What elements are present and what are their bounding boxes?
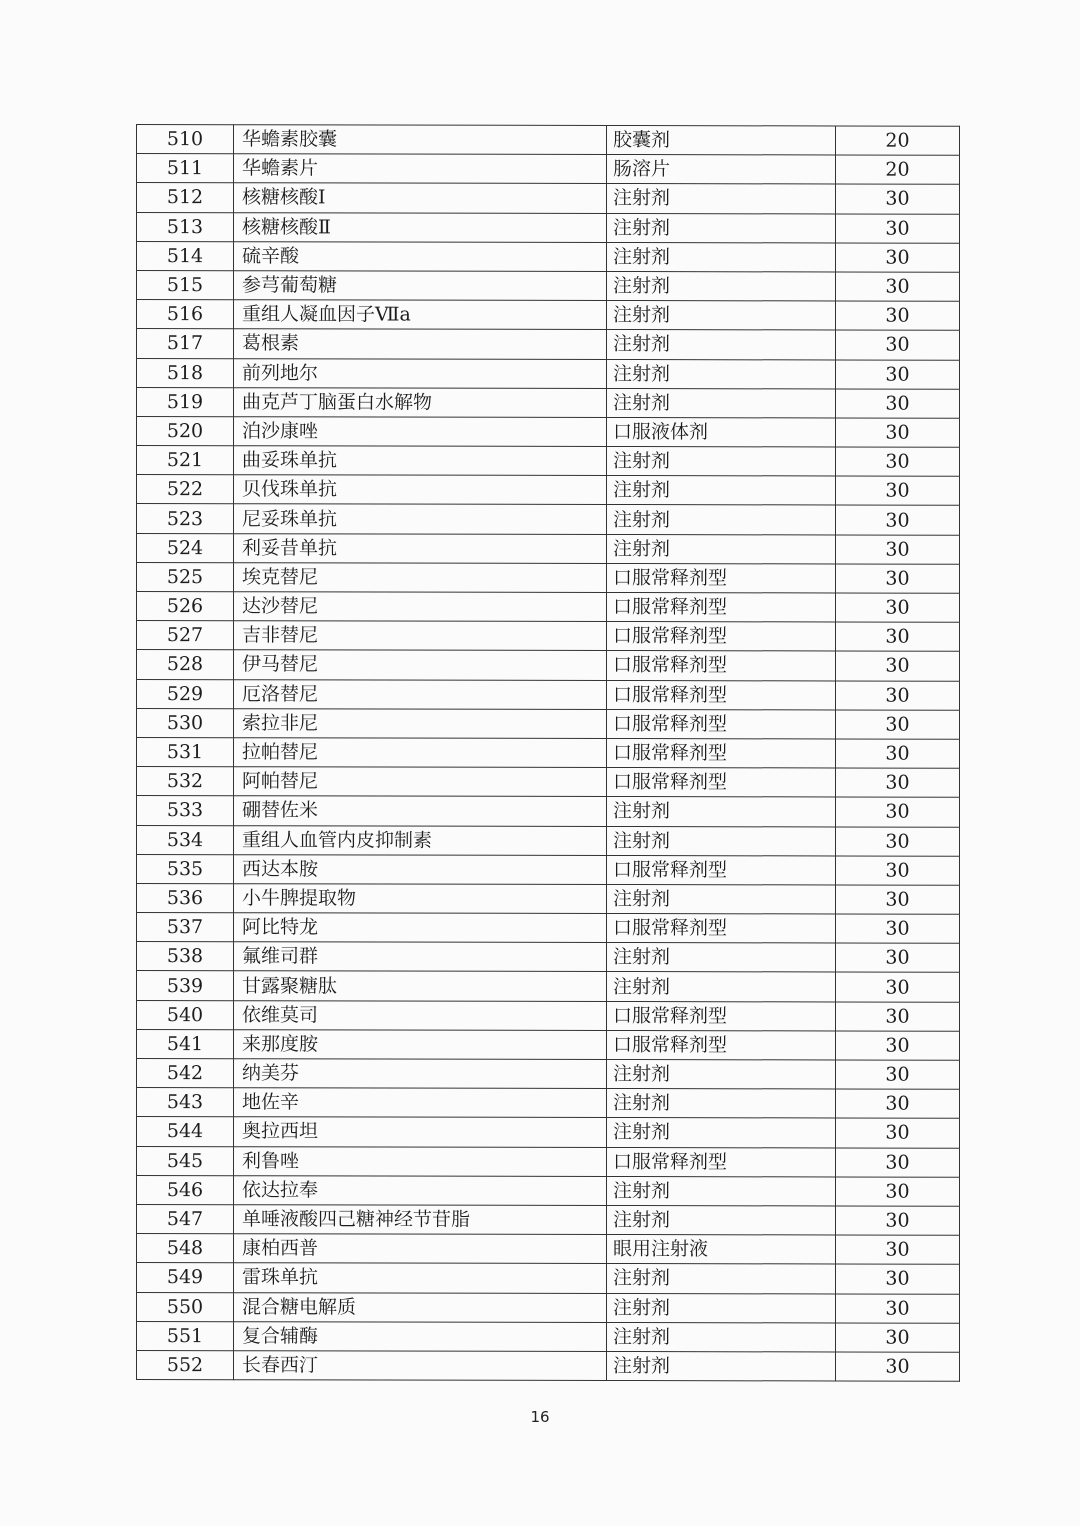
days-cell: 30 (836, 681, 960, 710)
drug-name-cell: 重组人凝血因子Ⅶa (234, 300, 607, 330)
table-row (137, 416, 960, 447)
row-number-cell: 521 (137, 446, 234, 475)
table-row (137, 533, 960, 564)
drug-name-cell: 依达拉奉 (234, 1175, 607, 1205)
days-cell: 30 (836, 1264, 960, 1293)
days-cell: 30 (836, 476, 960, 505)
row-number-cell: 546 (137, 1175, 234, 1204)
dosage-form-cell: 注射剂 (607, 1264, 836, 1294)
days-cell: 30 (836, 972, 960, 1001)
table-row (137, 1146, 960, 1177)
drug-name-cell: 利鲁唑 (234, 1146, 607, 1176)
row-number-cell: 532 (137, 767, 234, 796)
dosage-form-cell: 口服常释剂型 (607, 1030, 836, 1060)
table-row (137, 241, 960, 272)
row-number-cell: 525 (137, 562, 234, 591)
drug-name-cell: 吉非替尼 (234, 621, 607, 651)
row-number-cell: 549 (137, 1263, 234, 1292)
dosage-form-cell: 注射剂 (607, 213, 836, 243)
row-number-cell: 544 (137, 1117, 234, 1146)
table-row (137, 913, 960, 944)
dosage-form-cell: 注射剂 (607, 388, 836, 418)
row-number-cell: 547 (137, 1204, 234, 1233)
table-row (137, 300, 960, 331)
row-number-cell: 514 (137, 241, 234, 270)
drug-name-cell: 康柏西普 (234, 1234, 607, 1264)
days-cell: 30 (836, 359, 960, 388)
drug-name-cell: 华蟾素片 (234, 154, 607, 184)
drug-table (136, 124, 960, 1382)
table-row (137, 270, 960, 301)
days-cell: 30 (836, 914, 960, 943)
days-cell: 30 (836, 885, 960, 914)
drug-name-cell: 核糖核酸Ⅰ (234, 183, 607, 213)
dosage-form-cell: 口服常释剂型 (607, 738, 836, 768)
table-row (137, 883, 960, 914)
drug-name-cell: 前列地尔 (234, 358, 607, 388)
table-row (137, 154, 960, 185)
drug-name-cell: 索拉非尼 (234, 708, 607, 738)
dosage-form-cell: 注射剂 (607, 330, 836, 360)
drug-name-cell: 华蟾素胶囊 (234, 125, 607, 155)
row-number-cell: 516 (137, 300, 234, 329)
days-cell: 30 (836, 710, 960, 739)
dosage-form-cell: 口服常释剂型 (607, 680, 836, 710)
days-cell: 30 (836, 447, 960, 476)
dosage-form-cell: 注射剂 (607, 826, 836, 856)
dosage-form-cell: 注射剂 (607, 184, 836, 214)
table-row (137, 796, 960, 827)
table-row (137, 358, 960, 389)
table-row (137, 1263, 960, 1294)
page-number: 16 (530, 1408, 550, 1426)
table-row (137, 387, 960, 418)
dosage-form-cell: 注射剂 (607, 1205, 836, 1235)
table-row (137, 592, 960, 623)
table-row (137, 737, 960, 768)
row-number-cell: 535 (137, 854, 234, 883)
days-cell: 30 (836, 301, 960, 330)
table-row (137, 212, 960, 243)
days-cell: 30 (836, 943, 960, 972)
row-number-cell: 537 (137, 913, 234, 942)
dosage-form-cell: 口服液体剂 (607, 417, 836, 447)
table-row (137, 329, 960, 360)
days-cell: 30 (836, 1323, 960, 1352)
dosage-form-cell: 注射剂 (607, 271, 836, 301)
drug-name-cell: 纳美芬 (234, 1059, 607, 1089)
drug-name-cell: 单唾液酸四己糖神经节苷脂 (234, 1205, 607, 1235)
table-row (137, 679, 960, 710)
dosage-form-cell: 注射剂 (607, 943, 836, 973)
days-cell: 30 (836, 651, 960, 680)
table-row (137, 854, 960, 885)
drug-name-cell: 来那度胺 (234, 1030, 607, 1060)
days-cell: 30 (836, 1118, 960, 1147)
days-cell: 30 (836, 418, 960, 447)
drug-name-cell: 小牛脾提取物 (234, 884, 607, 914)
days-cell: 30 (836, 826, 960, 855)
days-cell: 30 (836, 1235, 960, 1264)
days-cell: 30 (836, 739, 960, 768)
row-number-cell: 518 (137, 358, 234, 387)
drug-name-cell: 拉帕替尼 (234, 738, 607, 768)
drug-name-cell: 复合辅酶 (234, 1321, 607, 1351)
days-cell: 30 (836, 1352, 960, 1381)
table-row (137, 475, 960, 506)
dosage-form-cell: 注射剂 (607, 447, 836, 477)
drug-name-cell: 阿比特龙 (234, 913, 607, 943)
row-number-cell: 517 (137, 329, 234, 358)
days-cell: 30 (836, 535, 960, 564)
drug-name-cell: 硼替佐米 (234, 796, 607, 826)
dosage-form-cell: 注射剂 (607, 972, 836, 1002)
row-number-cell: 545 (137, 1146, 234, 1175)
table-row (137, 708, 960, 739)
row-number-cell: 550 (137, 1292, 234, 1321)
table-row (137, 650, 960, 681)
table-row (137, 446, 960, 477)
table-row (137, 1204, 960, 1235)
dosage-form-cell: 注射剂 (607, 505, 836, 535)
row-number-cell: 522 (137, 475, 234, 504)
dosage-form-cell: 注射剂 (607, 301, 836, 331)
drug-name-cell: 埃克替尼 (234, 563, 607, 593)
table-row (137, 767, 960, 798)
dosage-form-cell: 口服常释剂型 (607, 592, 836, 622)
days-cell: 30 (836, 797, 960, 826)
days-cell: 30 (836, 564, 960, 593)
drug-table-body (137, 125, 960, 1382)
drug-name-cell: 氟维司群 (234, 942, 607, 972)
row-number-cell: 539 (137, 971, 234, 1000)
row-number-cell: 528 (137, 650, 234, 679)
dosage-form-cell: 口服常释剂型 (607, 622, 836, 652)
dosage-form-cell: 口服常释剂型 (607, 651, 836, 681)
dosage-form-cell: 注射剂 (607, 1059, 836, 1089)
table-row (137, 1029, 960, 1060)
row-number-cell: 551 (137, 1321, 234, 1350)
days-cell: 30 (836, 593, 960, 622)
row-number-cell: 523 (137, 504, 234, 533)
dosage-form-cell: 注射剂 (607, 1089, 836, 1119)
row-number-cell: 515 (137, 270, 234, 299)
row-number-cell: 531 (137, 737, 234, 766)
row-number-cell: 519 (137, 387, 234, 416)
dosage-form-cell: 注射剂 (607, 884, 836, 914)
table-row (137, 1059, 960, 1090)
drug-name-cell: 硫辛酸 (234, 241, 607, 271)
row-number-cell: 542 (137, 1059, 234, 1088)
days-cell: 30 (836, 389, 960, 418)
days-cell: 30 (836, 1293, 960, 1322)
table-row (137, 504, 960, 535)
dosage-form-cell: 注射剂 (607, 1118, 836, 1148)
row-number-cell: 530 (137, 708, 234, 737)
days-cell: 30 (836, 243, 960, 272)
days-cell: 30 (836, 856, 960, 885)
table-row (137, 183, 960, 214)
row-number-cell: 538 (137, 942, 234, 971)
dosage-form-cell: 眼用注射液 (607, 1235, 836, 1265)
drug-name-cell: 伊马替尼 (234, 650, 607, 680)
drug-name-cell: 地佐辛 (234, 1088, 607, 1118)
dosage-form-cell: 口服常释剂型 (607, 768, 836, 798)
drug-name-cell: 奥拉西坦 (234, 1117, 607, 1147)
days-cell: 20 (836, 155, 960, 184)
drug-name-cell: 参芎葡萄糖 (234, 271, 607, 301)
row-number-cell: 513 (137, 212, 234, 241)
drug-name-cell: 葛根素 (234, 329, 607, 359)
row-number-cell: 533 (137, 796, 234, 825)
row-number-cell: 548 (137, 1234, 234, 1263)
table-row (137, 562, 960, 593)
days-cell: 30 (836, 330, 960, 359)
row-number-cell: 529 (137, 679, 234, 708)
drug-name-cell: 重组人血管内皮抑制素 (234, 825, 607, 855)
table-row (137, 1350, 960, 1381)
drug-name-cell: 泊沙康唑 (234, 417, 607, 447)
dosage-form-cell: 口服常释剂型 (607, 563, 836, 593)
dosage-form-cell: 肠溶片 (607, 155, 836, 185)
dosage-form-cell: 注射剂 (607, 1293, 836, 1323)
drug-name-cell: 贝伐珠单抗 (234, 475, 607, 505)
row-number-cell: 511 (137, 154, 234, 183)
days-cell: 30 (836, 1089, 960, 1118)
drug-name-cell: 阿帕替尼 (234, 767, 607, 797)
dosage-form-cell: 口服常释剂型 (607, 1001, 836, 1031)
drug-name-cell: 核糖核酸Ⅱ (234, 212, 607, 242)
drug-name-cell: 尼妥珠单抗 (234, 504, 607, 534)
days-cell: 20 (836, 126, 960, 155)
days-cell: 30 (836, 1031, 960, 1060)
dosage-form-cell: 注射剂 (607, 797, 836, 827)
drug-name-cell: 曲妥珠单抗 (234, 446, 607, 476)
table-row (137, 621, 960, 652)
table-row (137, 942, 960, 973)
row-number-cell: 541 (137, 1029, 234, 1058)
dosage-form-cell: 注射剂 (607, 1176, 836, 1206)
row-number-cell: 540 (137, 1000, 234, 1029)
table-row (137, 1088, 960, 1119)
row-number-cell: 527 (137, 621, 234, 650)
drug-name-cell: 利妥昔单抗 (234, 533, 607, 563)
table-row (137, 1117, 960, 1148)
table-row (137, 1000, 960, 1031)
table-row (137, 1175, 960, 1206)
drug-name-cell: 甘露聚糖肽 (234, 971, 607, 1001)
dosage-form-cell: 注射剂 (607, 476, 836, 506)
dosage-form-cell: 注射剂 (607, 534, 836, 564)
days-cell: 30 (836, 272, 960, 301)
row-number-cell: 524 (137, 533, 234, 562)
row-number-cell: 543 (137, 1088, 234, 1117)
row-number-cell: 512 (137, 183, 234, 212)
dosage-form-cell: 胶囊剂 (607, 125, 836, 155)
row-number-cell: 552 (137, 1350, 234, 1379)
days-cell: 30 (836, 505, 960, 534)
row-number-cell: 526 (137, 592, 234, 621)
table-row (137, 1321, 960, 1352)
days-cell: 30 (836, 1177, 960, 1206)
dosage-form-cell: 口服常释剂型 (607, 914, 836, 944)
table-row (137, 1234, 960, 1265)
dosage-form-cell: 注射剂 (607, 1322, 836, 1352)
drug-name-cell: 厄洛替尼 (234, 679, 607, 709)
days-cell: 30 (836, 1060, 960, 1089)
days-cell: 30 (836, 622, 960, 651)
days-cell: 30 (836, 184, 960, 213)
row-number-cell: 510 (137, 125, 234, 154)
row-number-cell: 536 (137, 883, 234, 912)
dosage-form-cell: 注射剂 (607, 359, 836, 389)
table-row (137, 825, 960, 856)
dosage-form-cell: 口服常释剂型 (607, 855, 836, 885)
table-row (137, 971, 960, 1002)
dosage-form-cell: 口服常释剂型 (607, 1147, 836, 1177)
drug-name-cell: 曲克芦丁脑蛋白水解物 (234, 387, 607, 417)
drug-name-cell: 混合糖电解质 (234, 1292, 607, 1322)
days-cell: 30 (836, 1206, 960, 1235)
table-row (137, 1292, 960, 1323)
days-cell: 30 (836, 1002, 960, 1031)
drug-name-cell: 依维莫司 (234, 1000, 607, 1030)
days-cell: 30 (836, 214, 960, 243)
dosage-form-cell: 注射剂 (607, 1351, 836, 1381)
table-row (137, 125, 960, 156)
drug-name-cell: 西达本胺 (234, 854, 607, 884)
drug-name-cell: 长春西汀 (234, 1351, 607, 1381)
days-cell: 30 (836, 1148, 960, 1177)
drug-name-cell: 达沙替尼 (234, 592, 607, 622)
row-number-cell: 520 (137, 416, 234, 445)
drug-name-cell: 雷珠单抗 (234, 1263, 607, 1293)
dosage-form-cell: 口服常释剂型 (607, 709, 836, 739)
row-number-cell: 534 (137, 825, 234, 854)
days-cell: 30 (836, 768, 960, 797)
dosage-form-cell: 注射剂 (607, 242, 836, 272)
